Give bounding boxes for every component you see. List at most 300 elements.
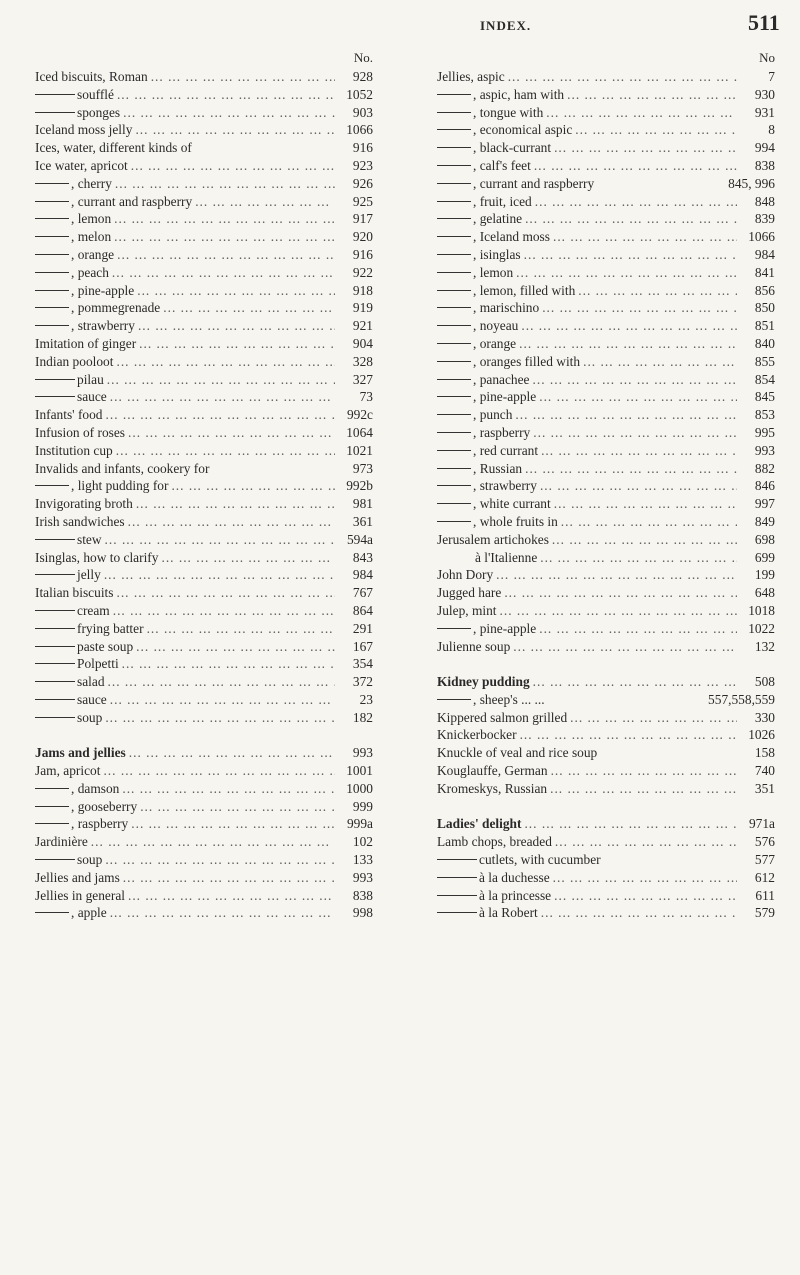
index-entry (35, 762, 375, 780)
entry-term: Invalids and infants, cookery for (35, 460, 210, 476)
entry-term: à la duchesse (479, 869, 550, 885)
entry-term: , cherry (71, 175, 112, 191)
ditto-dash (437, 290, 471, 291)
entry-number: 843 (352, 549, 373, 565)
entry-term: , light pudding for (71, 478, 169, 494)
index-entry (35, 104, 375, 122)
entry-term: , gooseberry (71, 798, 138, 814)
ditto-dash (437, 877, 477, 878)
entry-term: Lamb chops, breaded (437, 834, 552, 850)
index-entry (437, 460, 777, 478)
dot-leader (538, 442, 737, 460)
dot-leader (518, 317, 737, 335)
entry-number: 167 (352, 638, 373, 654)
index-entry (437, 335, 777, 353)
dot-leader (110, 602, 335, 620)
dot-leader (538, 904, 737, 922)
index-entry (35, 691, 375, 709)
entry-term: sponges (77, 104, 121, 120)
index-entry (35, 282, 375, 300)
index-entry (437, 317, 777, 335)
entry-number: 856 (754, 282, 775, 298)
dot-leader (111, 210, 335, 228)
index-entry (35, 904, 375, 922)
entry-term: Julep, mint (437, 602, 497, 618)
ditto-dash (35, 912, 69, 913)
ditto-dash (35, 539, 75, 540)
entry-term: Kouglauffe, German (437, 763, 548, 779)
index-entry (437, 673, 777, 691)
entry-term: , whole fruits in (473, 513, 558, 529)
ditto-dash (437, 468, 471, 469)
index-entry (437, 68, 777, 86)
ditto-dash (35, 307, 69, 308)
entry-number: 699 (754, 549, 775, 565)
entry-term: , apple (71, 905, 107, 921)
entry-number: 854 (754, 371, 775, 387)
dot-leader (100, 762, 335, 780)
dot-leader (536, 388, 737, 406)
ditto-dash (35, 823, 69, 824)
dot-leader (567, 709, 737, 727)
index-entry (35, 584, 375, 602)
dot-leader (539, 299, 737, 317)
entry-number: 1000 (346, 780, 373, 796)
ditto-dash (35, 628, 75, 629)
ditto-dash (437, 432, 471, 433)
entry-number: 23 (359, 691, 373, 707)
entry-term: Iceland moss jelly (35, 122, 133, 138)
dot-leader (558, 513, 737, 531)
index-entry (35, 477, 375, 495)
index-entry (35, 709, 375, 727)
entry-number: 981 (352, 496, 373, 512)
entry-term: , currant and raspberry (473, 175, 595, 191)
ditto-dash (35, 236, 69, 237)
entry-number: 971a (748, 816, 775, 832)
entry-term: Jam, apricot (35, 763, 101, 779)
ditto-dash (437, 165, 471, 166)
entry-term: Kippered salmon grilled (437, 709, 568, 725)
page-number: 511 (748, 10, 780, 35)
entry-number: 853 (754, 407, 775, 423)
ditto-dash (437, 414, 471, 415)
dot-leader (113, 442, 335, 460)
index-entry (35, 210, 375, 228)
ditto-dash (437, 272, 471, 273)
entry-number: 102 (352, 834, 373, 850)
dot-leader (137, 798, 335, 816)
ditto-dash (35, 806, 69, 807)
entry-term: Jellies in general (35, 887, 125, 903)
ditto-dash (35, 272, 69, 273)
index-entry (437, 851, 777, 869)
entry-term: Isinglas, how to clarify (35, 549, 159, 565)
entry-term: , raspberry (71, 816, 129, 832)
ditto-dash (35, 610, 75, 611)
entry-number: 926 (352, 175, 373, 191)
index-entry (35, 780, 375, 798)
entry-number: 1052 (346, 86, 373, 102)
index-entry (437, 299, 777, 317)
dot-leader (505, 68, 737, 86)
dot-leader (530, 673, 737, 691)
index-entry (437, 620, 777, 638)
dot-leader (148, 68, 335, 86)
index-entry (35, 495, 375, 513)
entry-term: , pine-apple (71, 282, 135, 298)
index-entry (35, 406, 375, 424)
dot-leader (133, 495, 335, 513)
dot-leader (133, 638, 335, 656)
entry-term: , orange (473, 335, 517, 351)
index-entry (437, 175, 777, 193)
entry-term: soup (77, 852, 103, 868)
entry-number: 930 (754, 86, 775, 102)
index-entry (35, 424, 375, 442)
index-entry (35, 638, 375, 656)
entry-number: 740 (754, 763, 775, 779)
index-entry (437, 549, 777, 567)
entry-term: Julienne soup (437, 638, 511, 654)
dot-leader (522, 460, 737, 478)
ditto-dash (35, 183, 69, 184)
dot-leader (564, 86, 737, 104)
entry-term: , oranges filled with (473, 353, 581, 369)
dot-leader (497, 602, 737, 620)
entry-term: Ladies' delight (437, 816, 522, 832)
index-entry (437, 104, 777, 122)
entry-number: 354 (352, 656, 373, 672)
index-column-right (437, 50, 777, 922)
dot-leader (531, 157, 737, 175)
entry-term: salad (77, 674, 105, 690)
number-column-header: No (759, 50, 775, 65)
entry-term: , Russian (473, 460, 523, 476)
ditto-dash (35, 290, 69, 291)
entry-term: paste soup (77, 638, 134, 654)
ditto-dash (437, 503, 471, 504)
dot-leader (530, 424, 737, 442)
entry-number: 855 (754, 353, 775, 369)
index-entry (35, 887, 375, 905)
entry-number: 158 (754, 745, 775, 761)
ditto-dash (35, 94, 75, 95)
index-entry (35, 513, 375, 531)
ditto-dash (35, 201, 69, 202)
entry-number: 998 (352, 905, 373, 921)
index-entry (437, 904, 777, 922)
ditto-dash (437, 254, 471, 255)
index-entry (35, 121, 375, 139)
index-entry (35, 371, 375, 389)
entry-number: 508 (754, 674, 775, 690)
index-entry (437, 869, 777, 887)
ditto-dash (35, 646, 75, 647)
dot-leader (135, 317, 335, 335)
entry-number: 992b (346, 478, 373, 494)
entry-term: , gelatine (473, 211, 523, 227)
entry-number: 361 (352, 513, 373, 529)
section-gap (437, 655, 777, 673)
entry-term: Jerusalem artichokes (437, 531, 549, 547)
index-entry (437, 833, 777, 851)
entry-term: Imitation of ginger (35, 335, 137, 351)
entry-term: stew (77, 531, 102, 547)
entry-term: Jardinière (35, 834, 88, 850)
entry-term: , lemon (71, 211, 112, 227)
entry-number: 838 (352, 887, 373, 903)
ditto-dash (35, 379, 75, 380)
ditto-dash (437, 912, 477, 913)
ditto-dash (35, 699, 75, 700)
index-entry (437, 210, 777, 228)
entry-number: 973 (352, 460, 373, 476)
entry-number: 918 (352, 282, 373, 298)
entry-term: Invigorating broth (35, 496, 133, 512)
entry-number: 916 (352, 246, 373, 262)
index-entry (437, 157, 777, 175)
entry-number: 73 (359, 389, 373, 405)
entry-number: 984 (352, 567, 373, 583)
index-entry (437, 780, 777, 798)
entry-list (437, 68, 777, 922)
entry-number: 841 (754, 264, 775, 280)
entry-number: 838 (754, 157, 775, 173)
index-entry (35, 246, 375, 264)
entry-term: , tongue with (473, 104, 544, 120)
entry-number: 1022 (748, 620, 775, 636)
entry-term: jelly (77, 567, 101, 583)
entry-term: , marischino (473, 300, 540, 316)
index-entry (35, 673, 375, 691)
dot-leader (102, 851, 335, 869)
entry-term: à la Robert (479, 905, 538, 921)
dot-leader (88, 833, 335, 851)
dot-leader (517, 726, 737, 744)
dot-leader (521, 815, 737, 833)
index-entry (35, 442, 375, 460)
entry-number: 8 (768, 122, 775, 138)
index-column-left (35, 50, 375, 922)
index-entry (437, 282, 777, 300)
entry-number: 839 (754, 211, 775, 227)
index-entry (437, 602, 777, 620)
entry-number: 291 (352, 620, 373, 636)
entry-term: pilau (77, 371, 104, 387)
entry-term: , black-currant (473, 140, 552, 156)
entry-number: 1021 (346, 442, 373, 458)
entry-number: 1001 (346, 763, 373, 779)
ditto-dash (35, 717, 75, 718)
entry-term: , red currant (473, 442, 539, 458)
entry-term: , panachee (473, 371, 530, 387)
entry-term: , fruit, iced (473, 193, 532, 209)
index-entry (437, 638, 777, 656)
dot-leader (119, 655, 335, 673)
entry-number: 994 (754, 140, 775, 156)
dot-leader (132, 121, 335, 139)
entry-term: , noyeau (473, 318, 519, 334)
dot-leader (493, 566, 737, 584)
index-entry (35, 833, 375, 851)
index-entry (437, 228, 777, 246)
dot-leader (551, 887, 737, 905)
dot-leader (550, 228, 737, 246)
ditto-dash (437, 112, 471, 113)
entry-term: Jams and jellies (35, 745, 126, 761)
dot-leader (580, 353, 737, 371)
entry-number: 612 (754, 869, 775, 885)
dot-leader (128, 157, 335, 175)
entry-number: 372 (352, 674, 373, 690)
dot-leader (537, 549, 737, 567)
index-entry (437, 744, 777, 762)
dot-leader (547, 780, 737, 798)
entry-term: Irish sandwiches (35, 513, 125, 529)
entry-number: 923 (352, 157, 373, 173)
index-entry (35, 815, 375, 833)
ditto-dash (437, 396, 471, 397)
entry-term: , sheep's ... ... (473, 691, 545, 707)
entry-number: 648 (754, 585, 775, 601)
entry-number: 7 (768, 69, 775, 84)
entry-number: 845, 996 (728, 175, 775, 191)
ditto-dash (35, 485, 69, 486)
entry-term: , lemon, filled with (473, 282, 576, 298)
entry-term: Ices, water, different kinds of (35, 140, 192, 156)
index-entry (437, 726, 777, 744)
entry-number: 903 (352, 104, 373, 120)
entry-number: 330 (754, 709, 775, 725)
index-entry (437, 353, 777, 371)
dot-leader (543, 104, 737, 122)
entry-term: , white currant (473, 496, 551, 512)
index-entry (35, 68, 375, 86)
entry-term: , peach (71, 264, 109, 280)
entry-number: 1026 (748, 727, 775, 743)
entry-term: , strawberry (473, 478, 537, 494)
dot-leader (548, 762, 737, 780)
entry-number: 351 (754, 780, 775, 796)
dot-leader (102, 709, 335, 727)
dot-leader (125, 513, 335, 531)
index-entry (437, 139, 777, 157)
index-entry (35, 193, 375, 211)
entry-term: sauce (77, 389, 107, 405)
dot-leader (120, 869, 335, 887)
entry-number: 992c (346, 407, 373, 423)
ditto-dash (437, 201, 471, 202)
entry-number: 849 (754, 513, 775, 529)
ditto-dash (437, 699, 471, 700)
dot-leader (125, 424, 335, 442)
entry-number: 916 (352, 140, 373, 156)
index-entry (437, 495, 777, 513)
ditto-dash (437, 628, 471, 629)
entry-term: Institution cup (35, 442, 113, 458)
entry-number: 928 (352, 69, 373, 84)
dot-leader (112, 175, 335, 193)
entry-number: 850 (754, 300, 775, 316)
dot-leader (104, 371, 335, 389)
ditto-dash (437, 485, 471, 486)
entry-number: 919 (352, 300, 373, 316)
entry-number: 182 (352, 709, 373, 725)
dot-leader (536, 620, 737, 638)
dot-leader (551, 139, 737, 157)
entry-term: Ice water, apricot (35, 157, 128, 173)
entry-term: , economical aspic (473, 122, 573, 138)
dot-leader (513, 264, 737, 282)
index-entry (437, 442, 777, 460)
index-entry (35, 744, 375, 762)
dot-leader (144, 620, 335, 638)
index-entry (35, 798, 375, 816)
dot-leader (111, 228, 335, 246)
ditto-dash (437, 895, 477, 896)
entry-list (35, 68, 375, 922)
dot-leader (102, 531, 335, 549)
entry-term: Infusion of roses (35, 424, 126, 440)
entry-term: , pommegrenade (71, 300, 161, 316)
entry-number: 132 (754, 638, 775, 654)
entry-term: , damson (71, 780, 120, 796)
dot-leader (158, 549, 335, 567)
index-entry (437, 371, 777, 389)
dot-leader (107, 904, 335, 922)
entry-term: , pine-apple (473, 389, 537, 405)
entry-number: 327 (352, 371, 373, 387)
dot-leader (114, 86, 335, 104)
entry-term: Infants' food (35, 407, 103, 423)
entry-term: Jellies and jams (35, 869, 120, 885)
number-column-header: No. (353, 50, 373, 65)
entry-number: 133 (352, 852, 373, 868)
ditto-dash (35, 663, 75, 664)
ditto-dash (437, 361, 471, 362)
index-entry (437, 246, 777, 264)
index-entry (437, 121, 777, 139)
dot-leader (134, 282, 335, 300)
index-entry (437, 406, 777, 424)
index-entry (35, 139, 375, 157)
dot-leader (113, 584, 335, 602)
dot-leader (136, 335, 335, 353)
index-entry (437, 887, 777, 905)
dot-leader (114, 246, 335, 264)
dot-leader (552, 833, 737, 851)
dot-leader (168, 477, 335, 495)
entry-number: 999 (352, 798, 373, 814)
index-entry (35, 353, 375, 371)
entry-number: 920 (352, 229, 373, 245)
entry-number: 999a (346, 816, 373, 832)
dot-leader (516, 335, 737, 353)
running-head: INDEX. (480, 18, 532, 33)
ditto-dash (35, 681, 75, 682)
section-gap (437, 798, 777, 816)
ditto-dash (437, 307, 471, 308)
ditto-dash (437, 129, 471, 130)
dot-leader (572, 121, 737, 139)
dot-leader (113, 353, 335, 371)
dot-leader (107, 691, 335, 709)
ditto-dash (35, 325, 69, 326)
entry-number: 864 (352, 602, 373, 618)
ditto-dash (437, 450, 471, 451)
entry-number: 579 (754, 905, 775, 921)
